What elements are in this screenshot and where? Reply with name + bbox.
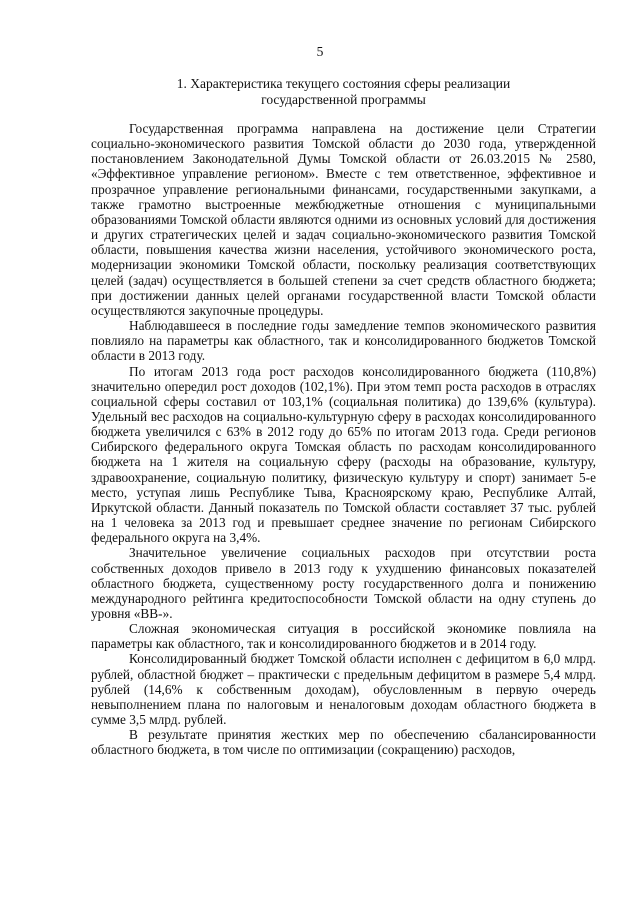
paragraph-6: Консолидированный бюджет Томской области исполнен с дефицитом в 6,0 млрд. рублей, областной бюджет – практически с предельным дефицитом в размере 5,4 млрд. рублей (14,6% к собственным доходам), обусловленным в первую очередь невыполнением плана по налоговым и неналоговым доходам областного бюджета в сумме 3,5 млрд. рублей. <box>91 651 596 728</box>
paragraph-4: Значительное увеличение социальных расходов при отсутствии роста собственных доходов привело в 2013 году к ухудшению финансовых показателей областного бюджета, существенному росту государственного долга и понижению международного рейтинга кредитоспособности Томской области на одну ступень до уровня «ВВ-». <box>91 545 596 621</box>
paragraph-3: По итогам 2013 года рост расходов консолидированного бюджета (110,8%) значительно опередил рост доходов (102,1%). При этом темп роста расходов в отраслях социальной сферы составил от 103,1% (социальная политика) до 139,6% (культура). Удельный вес расходов на социально-культурную сферу в расходах консолидированного бюджета увеличился с 63% в 2012 году до 65% по итогам 2013 года. Среди регионов Сибирского федерального округа Томская область по расходам консолидированного бюджета на 1 жителя на социальную сферу (расходы на образование, культуру, здравоохранение, социальную политику, физическую культуру и спорт) занимает 5-е место, уступая лишь Республике Тыва, Красноярскому краю, Республике Алтай, Иркутской области. Данный показатель по Томской области составляет 37 тыс. рублей на 1 человека за 2013 год и превышает среднее значение по регионам Сибирского федерального округа на 3,4%. <box>91 363 596 546</box>
paragraph-1: Государственная программа направлена на достижение цели Стратегии социально-экономического развития Томской области до 2030 года, утвержденной постановлением Законодательной Думы Томской области от 26.03.2015 № 2580, «Эффективное управление регионом». Вместе с тем ответственное, эффективное и прозрачное управление региональными финансами, государственными закупками, а также грамотно выстроенные межбюджетные отношения с муниципальными образованиями Томской области являются одними из основных условий для достижения и других стратегических целей и задач социально-экономического развития Томской области, повышения качества жизни населения, устойчивого экономического роста, модернизации экономики Томской области, поскольку реализация соответствующих целей (задач) осуществляется в большей степени за счет средств областного бюджета; при достижении данных целей органами государственной власти Томской области осуществляются закупочные процедуры. <box>91 121 596 318</box>
document-body <box>91 121 596 758</box>
paragraph-7: В результате принятия жестких мер по обеспечению сбалансированности областного бюджета, в том числе по оптимизации (сокращению) расходов, <box>91 727 596 758</box>
paragraph-5: Сложная экономическая ситуация в российской экономике повлияла на параметры как областного, так и консолидированного бюджетов и в 2014 году. <box>91 621 596 652</box>
section-heading-line-2: государственной программы <box>261 92 426 107</box>
section-heading-line-1: 1. Характеристика текущего состояния сферы реализации <box>176 76 511 91</box>
paragraph-2: Наблюдавшееся в последние годы замедление темпов экономического развития повлияло на параметры как областного, так и консолидированного бюджетов Томской области в 2013 году. <box>91 318 596 364</box>
page-number: 5 <box>316 44 324 59</box>
section-heading <box>91 76 596 108</box>
